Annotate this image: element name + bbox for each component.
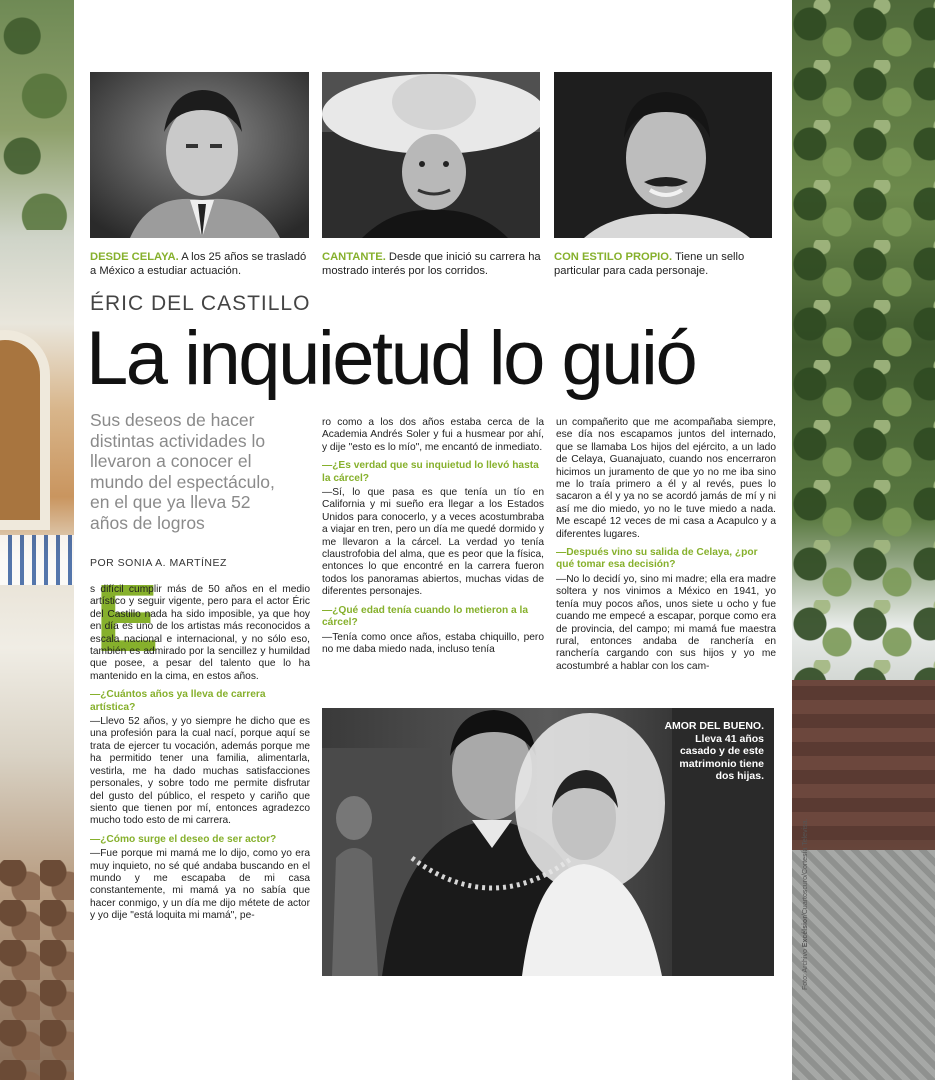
portrait-photo-sombrero xyxy=(322,72,540,238)
photo-credit: Foto: Archivo Excélsior/Cuartoscuro/Cortesía Televisa. xyxy=(802,818,809,990)
article-intro: s difícil cumplir más de 50 años en el medio artístico y seguir vigente, pero para el actor Éric del Castillo nada ha sido imposible, ya que hoy en día es uno de los artistas más reconocidos a escala nacional e internacional, y no sólo eso, también es admirado por la sencillez y humildad que posee, a pesar del talento que lo ha mantenido en la cima, en estos años. xyxy=(90,584,310,682)
article-headline: La inquietud lo guió xyxy=(86,316,696,401)
answer-4-continued: un compañerito que me acompañaba siempre, ese día nos escapamos juntos del internado, que se llamaba Los hijos del ejército, a un lado de Celaya, Guanajuato, cuando nos encerraron hicimos un juramento de que yo no me iba sino me lo traía primero a él y al revés, pues lo sacaron a él y ya no se acordó jamás de mí y ni así me dio miedo, yo no le tuve miedo a nada. Me escapé 12 veces de mi casa a Acapulco y a diferentes lugares. xyxy=(556,417,776,540)
question-4: —¿Qué edad tenía cuando lo metieron a la cárcel? xyxy=(322,604,529,629)
wedding-photo-caption: AMOR DEL BUENO. Lleva 41 años casado y de este matrimonio tiene dos hijas. xyxy=(664,720,764,782)
photo-caption-1: DESDE CELAYA. A los 25 años se trasladó a México a estudiar actuación. xyxy=(90,251,307,277)
answer-5: —No lo decidí yo, sino mi madre; ella era madre soltera y nos vinimos a México en 1941, yo tenía muy pocos años, unos siete u ocho y fue cuando me empecé a escapar, porque como era de provincia, del campo; mi mamá fue maestra rural, entonces andaba de ranchería en ranchería cargando con sus hijos y yo me acostumbré a hablar con los cam- xyxy=(556,573,776,672)
question-5: —Después vino su salida de Celaya, ¿por qué tomar esa decisión? xyxy=(556,547,758,571)
article-byline: POR SONIA A. MARTÍNEZ xyxy=(90,557,227,569)
article-column-3 xyxy=(556,417,776,677)
question-2: —¿Cómo surge el deseo de ser actor? xyxy=(90,833,277,845)
article-column-1 xyxy=(90,584,310,927)
photo-caption-3: CON ESTILO PROPIO. Tiene un sello particular para cada personaje. xyxy=(554,251,745,277)
portrait-photo-mustache xyxy=(554,72,772,238)
answer-3: —Sí, lo que pasa es que tenía un tío en California y mi sueño era llegar a los Estados Unidos para conocerlo, y a veces acostumbraba a viajar en tren, pero un día me quedé dormido y me llevaron a la cárcel. La verdad yo tenía claustrofobia del alma, que es peor que la física, entonces lo que encontré en la carrera fueron todos los panoramas abiertos, muchas vidas de diferentes personajes. xyxy=(322,487,544,598)
answer-1: —Llevo 52 años, y yo siempre he dicho que es una profesión para la cual nací, porque aquí se trata de ejercer tu vocación, además porque me ha permitido tener una familia, alimentarla, vestirla, me ha dado muchas satisfacciones personales, y sobre todo me permite disfrutar del gusto del público, el respeto y cariño que siento que tienen por mí, entonces agradezco mucho todo esto de mi carrera. xyxy=(90,716,310,827)
answer-2-continued: ro como a los dos años estaba cerca de la Academia Andrés Soler y fui a husmear por ahí, y dije "esto es lo mío", me encantó de inmediato. xyxy=(322,417,544,453)
drop-cap: E xyxy=(95,565,160,672)
answer-4: —Tenía como once años, estaba chiquillo, pero no me daba miedo nada, incluso tenía xyxy=(322,631,544,655)
article-kicker: ÉRIC DEL CASTILLO xyxy=(90,292,311,315)
article-deck: Sus deseos de hacer distintas actividades lo llevaron a conocer el mundo del espectáculo, en el que ya lleva 52 años de logros xyxy=(90,410,275,533)
portrait-photo-young xyxy=(90,72,309,238)
photo-caption-2: CANTANTE. Desde que inició su carrera ha mostrado interés por los corridos. xyxy=(322,251,541,277)
background-photo-right xyxy=(792,0,935,1080)
article-column-2 xyxy=(322,417,544,660)
answer-2: —Fue porque mi mamá me lo dijo, como yo era muy inquieto, no sé qué andaba buscando en el mundo y me escapaba de mi casa constantemente, mi mamá ya no sabía que hacer conmigo, y un día me dijo métete de actor y yo dije "está loquita mi mamá", pe- xyxy=(90,848,310,922)
background-photo-left xyxy=(0,0,74,1080)
question-1: —¿Cuántos años ya lleva de carrera artística? xyxy=(90,689,266,713)
question-3: —¿Es verdad que su inquietud lo llevó hasta la cárcel? xyxy=(322,460,539,484)
magazine-page xyxy=(74,0,809,1080)
